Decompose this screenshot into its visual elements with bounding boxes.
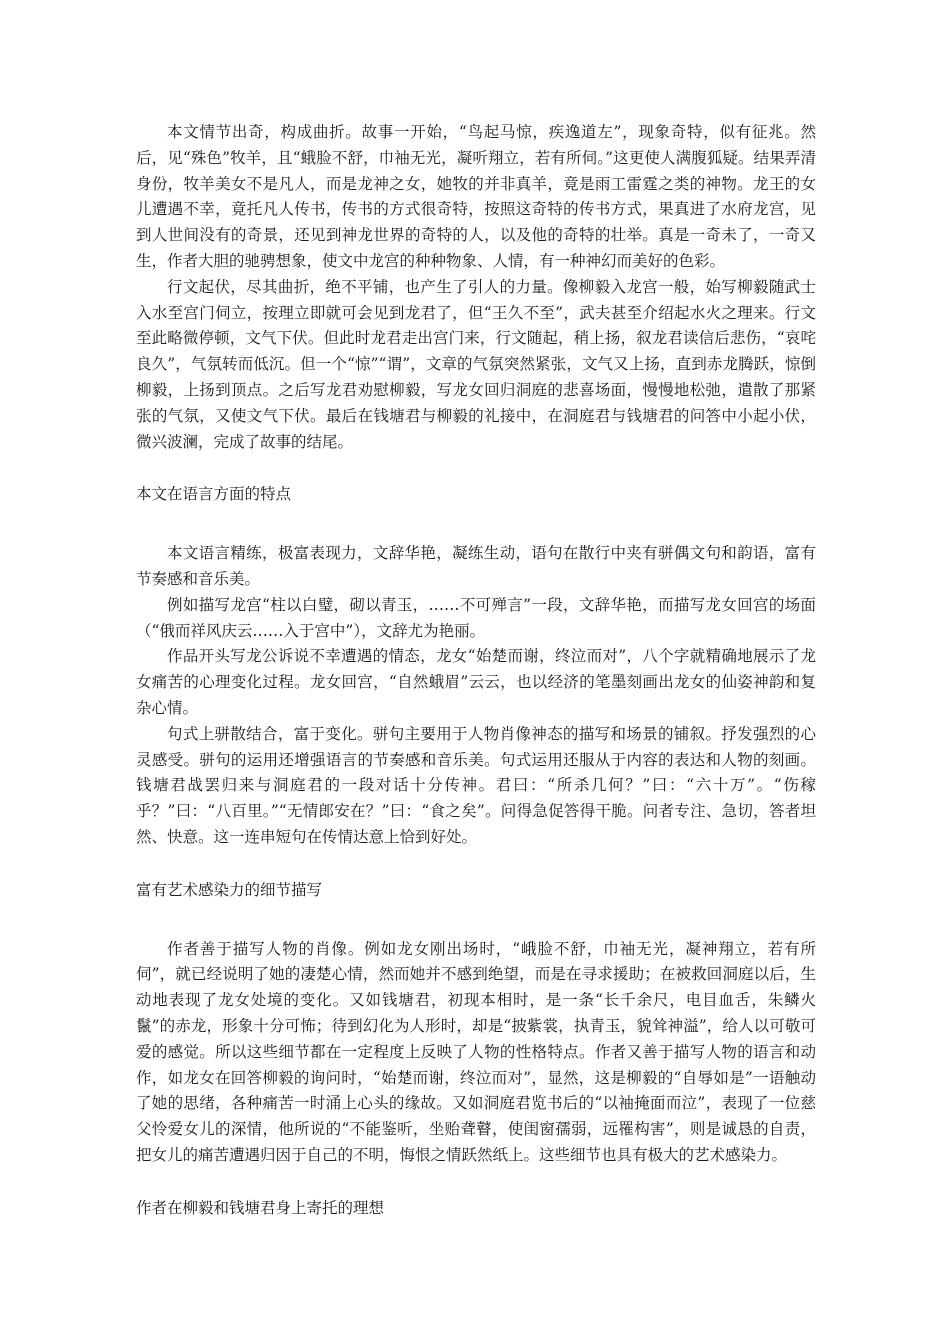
document-body [136, 120, 816, 1221]
language-paragraph-2: 例如描写龙宫“柱以白璧，砌以青玉，……不可殚言”一段，文辞华艳，而描写龙女回宫的场面（“俄而祥风庆云……入于宫中”），文辞尤为艳丽。 [136, 595, 816, 640]
intro-paragraph-1: 本文情节出奇，构成曲折。故事一开始，“鸟起马惊，疾逸道左”，现象奇特，似有征兆。然后，见“殊色”牧羊，且“蛾脸不舒，巾袖无光，凝听翔立，若有所伺。”这更使人满腹狐疑。结果弄清身份，牧羊美女不是凡人，而是龙神之女，她牧的并非真羊，竟是雨工雷霆之类的神物。龙王的女儿遭遇不幸，竟托凡人传书，传书的方式很奇特，按照这奇特的传书方式，果真进了水府龙宫，见到人世间没有的奇景，还见到神龙世界的奇特的人，以及他的奇特的壮举。真是一奇未了，一奇又生，作者大胆的驰骋想象，使文中龙宫的种种物象、人情，有一种神幻而美好的色彩。 [136, 123, 816, 270]
language-paragraph-3: 作品开头写龙公诉说不幸遭遇的情态，龙女“始楚而谢，终泣而对”，八个字就精确地展示了龙女痛苦的心理变化过程。龙女回宫，“自然蛾眉”云云，也以经济的笔墨刻画出龙女的仙姿神韵和复杂心情。 [136, 647, 816, 717]
language-paragraph-4: 句式上骈散结合，富于变化。骈句主要用于人物肖像神态的描写和场景的铺叙。抒发强烈的心灵感受。骈句的运用还增强语言的节奏感和音乐美。句式运用还服从于内容的表达和人物的刻画。钱塘君战罢归来与洞庭君的一段对话十分传神。君曰：“所杀几何？”曰：“六十万”。“伤稼乎？”曰：“八百里。”“无情郎安在？”曰：“食之矣”。问得急促答得干脆。问者专注、急切，答者坦然、快意。这一连串短句在传情达意上恰到好处。 [136, 724, 816, 846]
section-heading-ideal: 作者在柳毅和钱塘君身上寄托的理想 [136, 1198, 385, 1217]
section-heading-detail: 富有艺术感染力的细节描写 [136, 880, 323, 899]
language-paragraph-1: 本文语言精练，极富表现力，文辞华艳，凝练生动，语句在散行中夹有骈偶文句和韵语，富有节奏感和音乐美。 [136, 544, 816, 588]
detail-paragraph-1: 作者善于描写人物的肖像。例如龙女刚出场时，“峨脸不舒，巾袖无光，凝神翔立，若有所伺”，就已经说明了她的凄楚心情，然而她并不感到绝望，而是在寻求援助；在被救回洞庭以后，生动地表现了龙女处境的变化。又如钱塘君，初现本相时，是一条“长千余尺，电目血舌，朱鳞火鬣”的赤龙，形象十分可怖；待到幻化为人形时，却是“披紫裳，执青玉，貌耸神溢”，给人以可敬可爱的感觉。所以这些细节都在一定程度上反映了人物的性格特点。作者又善于描写人物的语言和动作，如龙女在回答柳毅的询问时，“始楚而谢，终泣而对”，显然，这是柳毅的“自辱如是”一语触动了她的思绪，各种痛苦一时涌上心头的缘故。又如洞庭君览书后的“以袖掩面而泣”，表现了一位慈父怜爱女儿的深情，他所说的“不能鉴听，坐贻聋瞽，使闺窗孺弱，远罹构害”，则是诚恳的自责，把女儿的痛苦遭遇归因于自己的不明，悔恨之情跃然纸上。这些细节也具有极大的艺术感染力。 [136, 939, 816, 1164]
intro-paragraph-2: 行文起伏，尽其曲折，绝不平铺，也产生了引人的力量。像柳毅入龙宫一般，始写柳毅随武士入水至宫门伺立，按理立即就可会见到龙君了，但“王久不至”，武夫甚至介绍起水火之理来。行文至此略微停顿，文气下伏。但此时龙君走出宫门来，行文随起，稍上扬，叙龙君读信后悲伤，“哀咤良久”，气氛转而低沉。但一个“惊”“谓”，文章的气氛突然紧张，文气又上扬，直到赤龙腾跃，惊倒柳毅，上扬到顶点。之后写龙君劝慰柳毅，写龙女回归洞庭的悲喜场面，慢慢地松弛，遣散了那紧张的气氛，又使文气下伏。最后在钱塘君与柳毅的礼接中，在洞庭君与钱塘君的问答中小起小伏，微兴波澜，完成了故事的结尾。 [136, 277, 816, 451]
section-heading-language: 本文在语言方面的特点 [136, 485, 292, 504]
